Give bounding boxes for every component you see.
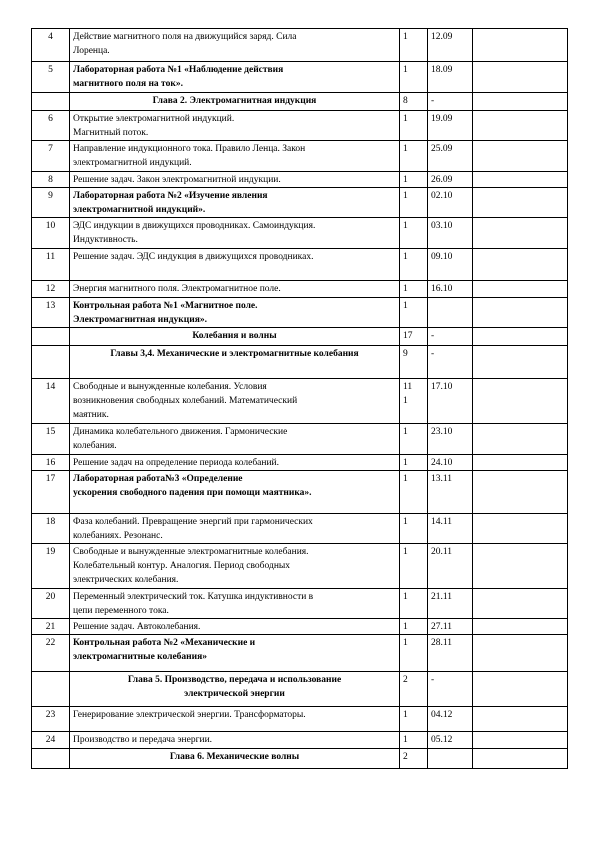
lesson-topic-line: Колебания и волны (192, 331, 277, 341)
lesson-hours-value: 1 (403, 396, 408, 406)
lesson-hours-value: 11 (403, 382, 413, 392)
lesson-row (32, 514, 568, 544)
lesson-number: 16 (32, 455, 70, 471)
lesson-notes (473, 298, 568, 328)
lesson-number: 10 (32, 218, 70, 249)
lesson-number: 8 (32, 172, 70, 188)
lesson-topic (70, 111, 400, 141)
lesson-date: - (428, 328, 473, 346)
lesson-topic-line: Генерирование электрической энергии. Трансформаторы. (73, 710, 306, 720)
lesson-number (32, 93, 70, 111)
lesson-topic (70, 93, 400, 111)
lesson-topic (70, 707, 400, 732)
lesson-hours-value: 1 (403, 710, 408, 720)
lesson-hours-value: 1 (403, 638, 408, 648)
lesson-date: 27.11 (428, 619, 473, 635)
lesson-notes (473, 379, 568, 424)
lesson-topic-line: Фаза колебаний. Превращение энергий при гармонических (73, 517, 313, 527)
lesson-topic (70, 514, 400, 544)
lesson-topic-line: Решение задач. ЭДС индукция в движущихся проводниках. (73, 252, 314, 262)
lesson-hours (400, 62, 428, 93)
lesson-hours (400, 707, 428, 732)
lesson-date: 17.10 (428, 379, 473, 424)
lesson-hours-value: 1 (403, 517, 408, 527)
lesson-date: 04.12 (428, 707, 473, 732)
lesson-topic-line: Глава 6. Механические волны (169, 752, 300, 762)
lesson-hours (400, 732, 428, 749)
lesson-topic-line: Глава 2. Электромагнитная индукция (152, 96, 317, 106)
lesson-hours-value: 1 (403, 191, 408, 201)
lesson-row (32, 188, 568, 218)
lesson-topic-line: электрических колебания. (73, 575, 179, 585)
lesson-hours (400, 544, 428, 589)
lesson-notes (473, 635, 568, 672)
lesson-hours-value: 2 (403, 675, 408, 685)
lesson-hours (400, 635, 428, 672)
lesson-hours (400, 379, 428, 424)
lesson-notes (473, 93, 568, 111)
lesson-row (32, 298, 568, 328)
lesson-date: - (428, 672, 473, 707)
lesson-hours (400, 249, 428, 281)
lesson-row (32, 589, 568, 619)
lesson-date: 12.09 (428, 29, 473, 62)
lesson-hours-value: 1 (403, 735, 408, 745)
lesson-date: 20.11 (428, 544, 473, 589)
lesson-notes (473, 544, 568, 589)
lesson-row (32, 471, 568, 514)
lesson-notes (473, 455, 568, 471)
lesson-topic-line: Колебательный контур. Аналогия. Период свободных (73, 561, 291, 571)
lesson-date: 02.10 (428, 188, 473, 218)
lesson-plan-body (32, 29, 568, 769)
lesson-topic-line: Энергия магнитного поля. Электромагнитное поле. (73, 284, 281, 294)
lesson-notes (473, 589, 568, 619)
lesson-topic-line: Лоренца. (73, 46, 110, 56)
lesson-row (32, 707, 568, 732)
lesson-notes (473, 346, 568, 379)
lesson-hours-value: 1 (403, 592, 408, 602)
lesson-hours (400, 141, 428, 172)
lesson-hours (400, 749, 428, 769)
lesson-number: 24 (32, 732, 70, 749)
lesson-notes (473, 749, 568, 769)
lesson-row (32, 29, 568, 62)
lesson-date: - (428, 346, 473, 379)
lesson-notes (473, 707, 568, 732)
lesson-hours-value: 17 (403, 331, 413, 341)
lesson-hours-value: 1 (403, 427, 408, 437)
lesson-hours (400, 346, 428, 379)
lesson-number: 7 (32, 141, 70, 172)
lesson-date: 26.09 (428, 172, 473, 188)
lesson-topic-line: Решение задач на определение периода колебаний. (73, 458, 280, 468)
section-row (32, 346, 568, 379)
lesson-row (32, 62, 568, 93)
lesson-date (428, 298, 473, 328)
lesson-hours-value: 1 (403, 221, 408, 231)
lesson-row (32, 281, 568, 298)
lesson-topic (70, 544, 400, 589)
lesson-date: 14.11 (428, 514, 473, 544)
lesson-number: 13 (32, 298, 70, 328)
lesson-row (32, 635, 568, 672)
lesson-topic-line: Контрольная работа №1 «Магнитное поле. (73, 301, 258, 311)
lesson-notes (473, 172, 568, 188)
lesson-hours-value: 1 (403, 32, 408, 42)
lesson-topic (70, 732, 400, 749)
lesson-date: 09.10 (428, 249, 473, 281)
lesson-notes (473, 111, 568, 141)
lesson-topic (70, 749, 400, 769)
lesson-number: 22 (32, 635, 70, 672)
lesson-topic-line: Лабораторная работа №1 «Наблюдение действия (73, 65, 284, 75)
lesson-hours (400, 455, 428, 471)
lesson-hours-value: 1 (403, 284, 408, 294)
lesson-topic-line: Лабораторная работа №2 «Изучение явления (73, 191, 268, 201)
lesson-notes (473, 672, 568, 707)
lesson-topic (70, 218, 400, 249)
lesson-row (32, 141, 568, 172)
lesson-date: 13.11 (428, 471, 473, 514)
lesson-topic-line: маятник. (73, 410, 109, 420)
lesson-hours-value: 9 (403, 349, 408, 359)
lesson-topic-line: Контрольная работа №2 «Механические и (73, 638, 256, 648)
lesson-date: 16.10 (428, 281, 473, 298)
lesson-topic-line: Действие магнитного поля на движущийся заряд. Сила (73, 32, 297, 42)
lesson-number (32, 346, 70, 379)
lesson-topic (70, 471, 400, 514)
lesson-row (32, 619, 568, 635)
lesson-row (32, 732, 568, 749)
lesson-row (32, 544, 568, 589)
lesson-notes (473, 471, 568, 514)
lesson-hours (400, 471, 428, 514)
lesson-hours (400, 111, 428, 141)
lesson-date: 19.09 (428, 111, 473, 141)
lesson-notes (473, 732, 568, 749)
lesson-number: 17 (32, 471, 70, 514)
lesson-hours (400, 281, 428, 298)
lesson-topic-line: колебания. (73, 441, 117, 451)
lesson-row (32, 218, 568, 249)
lesson-topic-line: ЭДС индукции в движущихся проводниках. Самоиндукция. (73, 221, 316, 231)
lesson-hours (400, 672, 428, 707)
lesson-topic-line: Переменный электрический ток. Катушка индуктивности в (73, 592, 314, 602)
lesson-topic-line: электромагнитной индукций». (73, 205, 206, 215)
lesson-topic (70, 635, 400, 672)
lesson-topic-line: Динамика колебательного движения. Гармонические (73, 427, 288, 437)
lesson-hours (400, 514, 428, 544)
lesson-notes (473, 218, 568, 249)
lesson-topic (70, 328, 400, 346)
lesson-number (32, 749, 70, 769)
lesson-hours-value: 1 (403, 458, 408, 468)
lesson-topic (70, 62, 400, 93)
lesson-topic-line: Свободные и вынужденные колебания. Условия (73, 382, 267, 392)
lesson-topic-line: Направление индукционного тока. Правило Ленца. Закон (73, 144, 306, 154)
lesson-hours (400, 218, 428, 249)
lesson-number: 6 (32, 111, 70, 141)
lesson-row (32, 379, 568, 424)
lesson-plan-table (31, 28, 568, 769)
lesson-topic-line: Лабораторная работа№3 «Определение (73, 474, 243, 484)
lesson-number: 19 (32, 544, 70, 589)
lesson-number: 20 (32, 589, 70, 619)
lesson-topic-line: Магнитный поток. (73, 128, 149, 138)
lesson-notes (473, 249, 568, 281)
lesson-topic-line: Открытие электромагнитной индукций. (73, 114, 235, 124)
lesson-number: 18 (32, 514, 70, 544)
lesson-notes (473, 141, 568, 172)
lesson-topic-line: электромагнитной индукций. (73, 158, 192, 168)
lesson-topic (70, 141, 400, 172)
lesson-number: 23 (32, 707, 70, 732)
lesson-hours-value: 2 (403, 752, 408, 762)
lesson-topic (70, 281, 400, 298)
lesson-notes (473, 29, 568, 62)
lesson-topic-line: магнитного поля на ток». (73, 79, 183, 89)
lesson-hours-value: 1 (403, 252, 408, 262)
lesson-date: 03.10 (428, 218, 473, 249)
lesson-date: 18.09 (428, 62, 473, 93)
lesson-topic (70, 29, 400, 62)
lesson-number (32, 672, 70, 707)
lesson-topic (70, 379, 400, 424)
lesson-hours (400, 188, 428, 218)
lesson-number (32, 328, 70, 346)
lesson-row (32, 172, 568, 188)
lesson-number: 9 (32, 188, 70, 218)
lesson-topic (70, 249, 400, 281)
lesson-topic (70, 188, 400, 218)
lesson-notes (473, 424, 568, 455)
lesson-hours-value: 8 (403, 96, 408, 106)
lesson-number: 11 (32, 249, 70, 281)
lesson-topic-line: электрической энергии (184, 689, 285, 699)
lesson-date: 21.11 (428, 589, 473, 619)
lesson-hours-value: 1 (403, 144, 408, 154)
lesson-topic-line: Глава 5. Производство, передача и использование (127, 675, 342, 685)
lesson-notes (473, 514, 568, 544)
lesson-topic-line: цепи переменного тока. (73, 606, 169, 616)
lesson-hours (400, 298, 428, 328)
lesson-topic (70, 672, 400, 707)
lesson-topic (70, 346, 400, 379)
lesson-number: 4 (32, 29, 70, 62)
lesson-hours (400, 29, 428, 62)
lesson-topic-line: Решение задач. Автоколебания. (73, 622, 201, 632)
lesson-number: 14 (32, 379, 70, 424)
lesson-row (32, 455, 568, 471)
section-row (32, 93, 568, 111)
lesson-number: 5 (32, 62, 70, 93)
lesson-topic-line: возникновения свободных колебаний. Математический (73, 396, 298, 406)
section-row (32, 328, 568, 346)
lesson-row (32, 249, 568, 281)
lesson-date: 24.10 (428, 455, 473, 471)
lesson-topic-line: колебаниях. Резонанс. (73, 531, 163, 541)
lesson-notes (473, 188, 568, 218)
lesson-hours (400, 619, 428, 635)
lesson-notes (473, 328, 568, 346)
lesson-topic (70, 298, 400, 328)
lesson-topic-line: Свободные и вынужденные электромагнитные колебания. (73, 547, 309, 557)
lesson-date: 05.12 (428, 732, 473, 749)
lesson-hours-value: 1 (403, 547, 408, 557)
lesson-topic (70, 424, 400, 455)
lesson-date: 23.10 (428, 424, 473, 455)
lesson-notes (473, 281, 568, 298)
lesson-hours (400, 172, 428, 188)
lesson-topic-line: Индуктивность. (73, 235, 138, 245)
lesson-notes (473, 62, 568, 93)
lesson-topic-line: Производство и передача энергии. (73, 735, 213, 745)
lesson-hours-value: 1 (403, 474, 408, 484)
lesson-hours (400, 93, 428, 111)
lesson-topic (70, 589, 400, 619)
lesson-topic (70, 619, 400, 635)
lesson-hours-value: 1 (403, 175, 408, 185)
lesson-topic-line: ускорения свободного падения при помощи маятника». (73, 488, 312, 498)
lesson-notes (473, 619, 568, 635)
section-row (32, 749, 568, 769)
lesson-hours-value: 1 (403, 114, 408, 124)
lesson-hours-value: 1 (403, 65, 408, 75)
lesson-hours-value: 1 (403, 301, 408, 311)
lesson-hours (400, 424, 428, 455)
lesson-number: 21 (32, 619, 70, 635)
lesson-hours (400, 589, 428, 619)
lesson-row (32, 111, 568, 141)
lesson-date: 28.11 (428, 635, 473, 672)
lesson-topic-line: Электромагнитная индукция». (73, 315, 207, 325)
lesson-row (32, 424, 568, 455)
lesson-number: 12 (32, 281, 70, 298)
lesson-date (428, 749, 473, 769)
lesson-number: 15 (32, 424, 70, 455)
lesson-hours-value: 1 (403, 622, 408, 632)
lesson-topic-line: электромагнитные колебания» (73, 652, 208, 662)
lesson-date: 25.09 (428, 141, 473, 172)
lesson-hours (400, 328, 428, 346)
section-row (32, 672, 568, 707)
lesson-topic-line: Главы 3,4. Механические и электромагнитные колебания (110, 349, 359, 359)
lesson-topic-line: Решение задач. Закон электромагнитной индукции. (73, 175, 281, 185)
lesson-topic (70, 172, 400, 188)
lesson-topic (70, 455, 400, 471)
lesson-date: - (428, 93, 473, 111)
